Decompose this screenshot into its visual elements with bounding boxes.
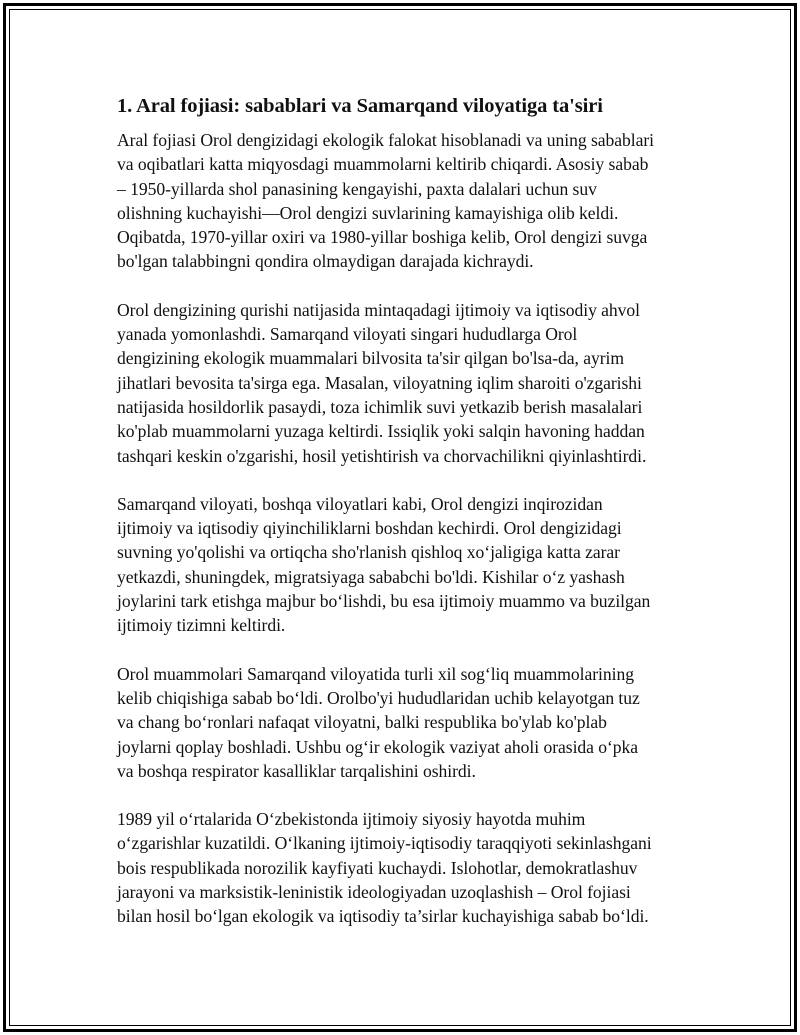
text-line: joylarni qoplay boshladi. Ushbu og‘ir ekologik vaziyat aholi orasida o‘pka	[117, 736, 639, 757]
text-line: 1989 yil o‘rtalarida O‘zbekistonda ijtimoiy siyosiy hayotda muhim	[117, 809, 586, 830]
text-line: jihatlari bevosita ta'sirga ega. Masalan, viloyatning iqlim sharoiti o'zgarishi	[117, 372, 642, 393]
paragraph-3	[117, 492, 689, 638]
text-line: Orol muammolari Samarqand viloyatida turli xil sog‘liq muammolarining	[117, 663, 634, 684]
text-line: Aral fojiasi Orol dengizidagi ekologik falokat hisoblanadi va uning sabablari	[117, 130, 655, 150]
text-line: va boshqa respirator kasalliklar tarqalishini oshirdi.	[117, 760, 476, 781]
text-line: o‘zgarishlar kuzatildi. O‘lkaning ijtimoiy-iqtisodiy taraqqiyoti sekinlashgani	[117, 833, 652, 854]
text-line: va oqibatlari katta miqyosdagi muammolarni keltirib chiqardi. Asosiy sabab	[117, 154, 649, 175]
text-line: Samarqand viloyati, boshqa viloyatlari kabi, Orol dengizi inqirozidan	[117, 493, 603, 514]
text-line: yetkazdi, shuningdek, migratsiyaga sababchi bo'ldi. Kishilar o‘z yashash	[117, 566, 625, 587]
paragraph-1	[117, 128, 689, 274]
text-line: natijasida hosildorlik pasaydi, toza ichimlik suvi yetkazib berish masalalari	[117, 396, 643, 417]
text-line: dengizining ekologik muammalari bilvosita ta'sir qilgan bo'lsa-da, ayrim	[117, 348, 624, 369]
paragraph-5	[117, 807, 689, 928]
text-line: olishning kuchayishi—Orol dengizi suvlarining kamayishiga olib keldi.	[117, 202, 619, 223]
document-body	[117, 92, 689, 953]
section-heading: 1. Aral fojiasi: sabablari va Samarqand viloyatiga ta'siri	[117, 95, 603, 117]
text-line: bo'lgan talabbingni qondira olmaydigan darajada kichraydi.	[117, 251, 534, 272]
text-line: tashqari keskin o'zgarishi, hosil yetishtirish va chorvachilikni qiyinlashtirdi.	[117, 445, 647, 466]
paragraph-4	[117, 662, 689, 783]
text-line: bilan hosil bo‘lgan ekologik va iqtisodiy ta’sirlar kuchayishiga sabab bo‘ldi.	[117, 906, 649, 927]
text-line: kelib chiqishiga sabab bo‘ldi. Orolbo'yi hududlaridan uchib kelayotgan tuz	[117, 687, 640, 708]
text-line: yanada yomonlashdi. Samarqand viloyati singari hududlarga Orol	[117, 324, 578, 345]
text-line: ijtimoiy va iqtisodiy qiyinchiliklarni boshdan kechirdi. Orol dengizidagi	[117, 518, 622, 539]
paragraph-2	[117, 298, 689, 468]
text-line: ko'plab muammolarni yuzaga keltirdi. Issiqlik yoki salqin havoning haddan	[117, 421, 645, 442]
text-line: bois respublikada norozilik kayfiyati kuchaydi. Islohotlar, demokratlashuv	[117, 857, 638, 878]
text-line: Orol dengizining qurishi natijasida mintaqadagi ijtimoiy va iqtisodiy ahvol	[117, 299, 641, 320]
text-line: joylarini tark etishga majbur bo‘lishdi, bu esa ijtimoiy muammo va buzilgan	[117, 591, 651, 612]
text-line: va chang bo‘ronlari nafaqat viloyatni, balki respublika bo'ylab ko'plab	[117, 712, 607, 733]
text-line: Oqibatda, 1970-yillar oxiri va 1980-yillar boshiga kelib, Orol dengizi suvga	[117, 227, 648, 248]
text-line: ijtimoiy tizimni keltirdi.	[117, 615, 286, 636]
text-line: – 1950-yillarda shol panasining kengayishi, paxta dalalari uchun suv	[117, 178, 597, 199]
text-line: suvning yo'qolishi va ortiqcha sho'rlanish qishloq xo‘jaligiga katta zarar	[117, 542, 620, 563]
text-line: jarayoni va marksistik-leninistik ideologiyadan uzoqlashish – Orol fojiasi	[117, 882, 631, 903]
